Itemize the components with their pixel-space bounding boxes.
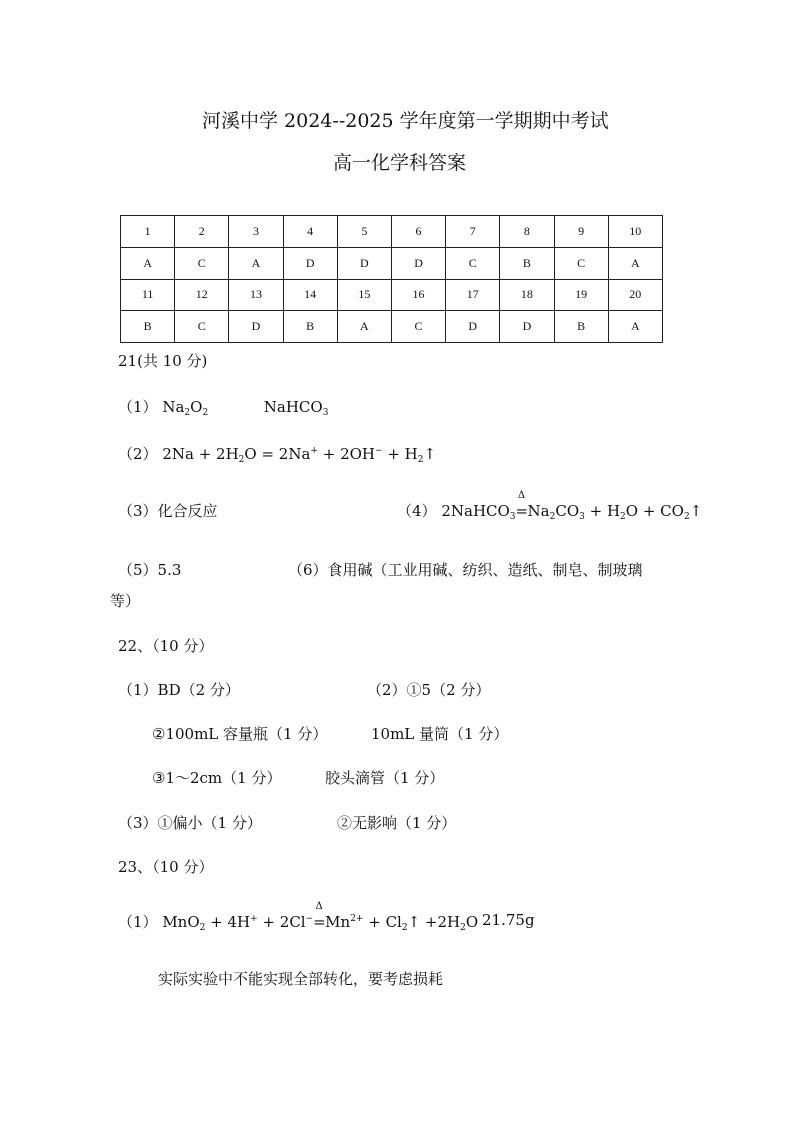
q21-part3 (118, 500, 218, 521)
q23-part1-note: 实际实验中不能实现全部转化，要考虑损耗 (158, 970, 444, 988)
q21-part4-label: （4） (397, 502, 437, 520)
answer-cell: A (608, 247, 662, 279)
answer-cell: B (554, 311, 608, 343)
question-number-cell: 14 (283, 279, 337, 311)
question-number-cell: 13 (229, 279, 283, 311)
q23-part1-mass: 21.75g (482, 911, 535, 929)
question-number-cell: 11 (121, 279, 175, 311)
question-number-cell: 4 (283, 216, 337, 248)
answer-cell: A (121, 247, 175, 279)
q22-part2-step3b: 胶头滴管（1 分） (325, 769, 445, 787)
q21-part1-formula-a: $Na_2O_2$ (162, 398, 209, 418)
answer-cell: D (391, 247, 445, 279)
question-number-row (121, 216, 663, 248)
q22-part3a: （3）①偏小（1 分） (118, 814, 262, 832)
q22-part3b: ②无影响（1 分） (337, 814, 457, 832)
q21-part1 (118, 396, 328, 417)
answer-table (120, 215, 663, 343)
question-number-cell: 2 (175, 216, 229, 248)
question-number-cell: 18 (500, 279, 554, 311)
q22-part2-step2b: 10mL 量筒（1 分） (371, 725, 509, 743)
q21-part6-continued: 等） (110, 592, 141, 610)
page-subtitle: 高一化学科答案 (333, 152, 467, 174)
answer-cell: C (175, 247, 229, 279)
question-number-cell: 12 (175, 279, 229, 311)
q21-heading: 21(共 10 分) (118, 352, 208, 370)
q21-part6-label: （6） (288, 561, 328, 579)
q21-part5-text: 5.3 (157, 561, 182, 579)
q21-part3-label: （3） (118, 502, 158, 520)
question-number-cell: 7 (446, 216, 500, 248)
answer-cell: D (500, 311, 554, 343)
q22-heading: 22、（10 分） (118, 637, 214, 655)
question-number-cell: 8 (500, 216, 554, 248)
answer-cell: A (337, 311, 391, 343)
q23-part1 (118, 901, 479, 933)
q21-part1-formula-b: NaHCO$_3$ (263, 398, 329, 418)
answer-cell: B (121, 311, 175, 343)
answer-cell: A (608, 311, 662, 343)
question-number-cell: 15 (337, 279, 391, 311)
q21-part2-label: （2） (118, 445, 158, 463)
q21-part5-label: （5） (118, 561, 158, 579)
question-number-cell: 6 (391, 216, 445, 248)
answer-cell: D (337, 247, 391, 279)
answer-letter-row (121, 247, 663, 279)
q23-part1-equation: MnO$_2$ + 4H+ + 2Cl− Δ $=Mn^{2+}$ + $Cl_2↑ +2H_2O$ (162, 901, 479, 933)
question-number-cell: 19 (554, 279, 608, 311)
q21-part2 (118, 443, 436, 464)
page-title: 河溪中学 2024--2025 学年度第一学期期中考试 (202, 110, 609, 132)
answer-cell: D (446, 311, 500, 343)
q21-part6 (288, 559, 643, 580)
answer-cell: C (175, 311, 229, 343)
question-number-cell: 3 (229, 216, 283, 248)
q21-part1-label: （1） (118, 398, 158, 416)
q21-part3-text: 化合反应 (157, 502, 218, 520)
answer-letter-row (121, 311, 663, 343)
question-number-row (121, 279, 663, 311)
q22-part1: （1）BD（2 分） (118, 681, 240, 699)
q21-part4-equation: 2NaHCO$_3$ Δ $=Na_2CO_3 + H_2O$ + $CO_2↑$ (441, 490, 703, 522)
answer-cell: B (500, 247, 554, 279)
question-number-cell: 1 (121, 216, 175, 248)
question-number-cell: 17 (446, 279, 500, 311)
q23-part1-label: （1） (118, 913, 158, 931)
answer-cell: C (446, 247, 500, 279)
q21-part6-text: 食用碱（工业用碱、纺织、造纸、制皂、制玻璃 (327, 561, 643, 579)
answer-cell: C (554, 247, 608, 279)
q22-part2-step2a: ②100mL 容量瓶（1 分） (152, 725, 328, 743)
q21-part4 (397, 490, 703, 522)
q22-part2: （2）①5（2 分） (367, 681, 491, 699)
answer-cell: A (229, 247, 283, 279)
q23-heading: 23、（10 分） (118, 858, 214, 876)
answer-cell: C (391, 311, 445, 343)
question-number-cell: 10 (608, 216, 662, 248)
answer-cell: D (229, 311, 283, 343)
answer-cell: D (283, 247, 337, 279)
answer-cell: B (283, 311, 337, 343)
q22-part2-step3a: ③1～2cm（1 分） (152, 769, 282, 787)
question-number-cell: 9 (554, 216, 608, 248)
q21-part5 (118, 559, 181, 580)
q21-part2-equation: $2Na + 2H_2O = 2Na^+ + 2OH^-$ + $H_2↑$ (162, 445, 437, 465)
question-number-cell: 20 (608, 279, 662, 311)
question-number-cell: 5 (337, 216, 391, 248)
question-number-cell: 16 (391, 279, 445, 311)
